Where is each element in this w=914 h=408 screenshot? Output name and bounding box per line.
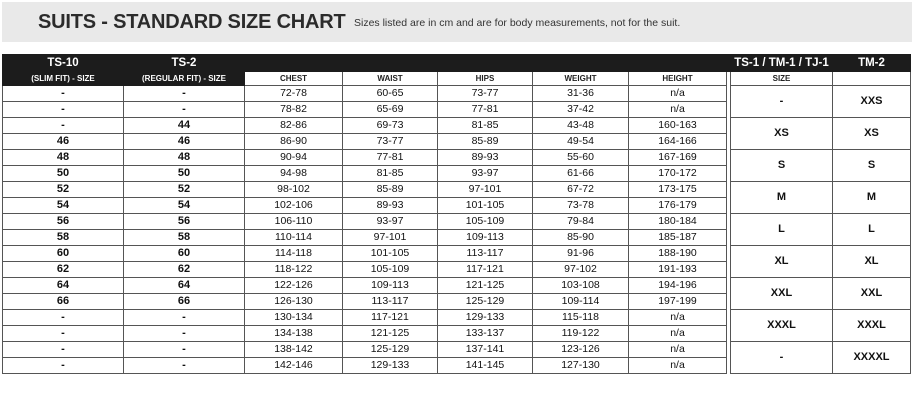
cell-ts10: - [3, 310, 124, 326]
cell-gap [727, 262, 731, 278]
cell-height: 170-172 [629, 166, 727, 182]
cell-chest: 72-78 [245, 86, 343, 102]
cell-hips: 105-109 [438, 214, 533, 230]
subheader-row [3, 72, 911, 86]
cell-ts2: 54 [124, 198, 245, 214]
cell-gap [727, 326, 731, 342]
table-row [3, 246, 911, 262]
cell-waist: 81-85 [343, 166, 438, 182]
sub-ts10: (SLIM FIT) - SIZE [3, 72, 124, 86]
sub-height: HEIGHT [629, 72, 727, 86]
cell-waist: 85-89 [343, 182, 438, 198]
cell-hips: 93-97 [438, 166, 533, 182]
cell-height: 194-196 [629, 278, 727, 294]
cell-chest: 134-138 [245, 326, 343, 342]
cell-weight: 49-54 [533, 134, 629, 150]
page-subtitle: Sizes listed are in cm and are for body measurements, not for the suit. [354, 17, 681, 29]
cell-weight: 127-130 [533, 358, 629, 374]
cell-weight: 43-48 [533, 118, 629, 134]
cell-chest: 106-110 [245, 214, 343, 230]
table-row [3, 342, 911, 358]
cell-gap [727, 230, 731, 246]
table-row [3, 118, 911, 134]
cell-height: n/a [629, 342, 727, 358]
cell-ts10: 50 [3, 166, 124, 182]
cell-tm2-size: L [833, 214, 911, 246]
cell-chest: 78-82 [245, 102, 343, 118]
sub-size: SIZE [731, 72, 833, 86]
page-title: SUITS - STANDARD SIZE CHART [38, 11, 346, 33]
cell-waist: 93-97 [343, 214, 438, 230]
cell-height: 164-166 [629, 134, 727, 150]
cell-ts2: 66 [124, 294, 245, 310]
cell-hips: 109-113 [438, 230, 533, 246]
table-row [3, 214, 911, 230]
cell-height: 160-163 [629, 118, 727, 134]
cell-chest: 82-86 [245, 118, 343, 134]
cell-waist: 121-125 [343, 326, 438, 342]
cell-chest: 122-126 [245, 278, 343, 294]
cell-tm2-size: XXXL [833, 310, 911, 342]
cell-ts2: - [124, 326, 245, 342]
cell-waist: 65-69 [343, 102, 438, 118]
cell-ts1-size: L [731, 214, 833, 246]
cell-height: 176-179 [629, 198, 727, 214]
cell-gap [727, 166, 731, 182]
cell-hips: 85-89 [438, 134, 533, 150]
size-chart-table [2, 54, 911, 374]
cell-height: n/a [629, 86, 727, 102]
cell-ts10: 56 [3, 214, 124, 230]
cell-height: 188-190 [629, 246, 727, 262]
cell-hips: 121-125 [438, 278, 533, 294]
table-row [3, 278, 911, 294]
cell-waist: 129-133 [343, 358, 438, 374]
cell-chest: 118-122 [245, 262, 343, 278]
cell-waist: 105-109 [343, 262, 438, 278]
title-banner [2, 2, 912, 42]
cell-weight: 119-122 [533, 326, 629, 342]
cell-ts2: 58 [124, 230, 245, 246]
cell-height: 191-193 [629, 262, 727, 278]
cell-ts2: 48 [124, 150, 245, 166]
col-tm2: TM-2 [833, 55, 911, 72]
cell-waist: 60-65 [343, 86, 438, 102]
cell-ts2: 50 [124, 166, 245, 182]
cell-ts2: - [124, 86, 245, 102]
cell-waist: 73-77 [343, 134, 438, 150]
cell-waist: 69-73 [343, 118, 438, 134]
col-ts2: TS-2 [124, 55, 245, 72]
cell-chest: 114-118 [245, 246, 343, 262]
cell-tm2-size: XL [833, 246, 911, 278]
cell-ts1-size: - [731, 86, 833, 118]
cell-chest: 110-114 [245, 230, 343, 246]
cell-height: 197-199 [629, 294, 727, 310]
cell-ts10: 54 [3, 198, 124, 214]
cell-hips: 113-117 [438, 246, 533, 262]
cell-ts10: - [3, 358, 124, 374]
cell-waist: 113-117 [343, 294, 438, 310]
cell-ts10: - [3, 326, 124, 342]
cell-hips: 141-145 [438, 358, 533, 374]
table-row [3, 86, 911, 102]
cell-gap [727, 294, 731, 310]
cell-ts2: - [124, 310, 245, 326]
sub-hips: HIPS [438, 72, 533, 86]
sub-tm2 [833, 72, 911, 86]
sub-weight: WEIGHT [533, 72, 629, 86]
sub-waist: WAIST [343, 72, 438, 86]
cell-weight: 61-66 [533, 166, 629, 182]
cell-ts10: 46 [3, 134, 124, 150]
cell-ts2: 64 [124, 278, 245, 294]
cell-weight: 103-108 [533, 278, 629, 294]
cell-hips: 133-137 [438, 326, 533, 342]
cell-height: 167-169 [629, 150, 727, 166]
cell-ts10: 62 [3, 262, 124, 278]
cell-weight: 91-96 [533, 246, 629, 262]
cell-gap [727, 134, 731, 150]
cell-hips: 97-101 [438, 182, 533, 198]
cell-ts2: 60 [124, 246, 245, 262]
cell-ts2: 62 [124, 262, 245, 278]
table-row [3, 182, 911, 198]
cell-waist: 77-81 [343, 150, 438, 166]
cell-ts10: - [3, 102, 124, 118]
cell-weight: 97-102 [533, 262, 629, 278]
cell-weight: 67-72 [533, 182, 629, 198]
cell-ts2: 44 [124, 118, 245, 134]
cell-hips: 77-81 [438, 102, 533, 118]
cell-waist: 109-113 [343, 278, 438, 294]
col-measurements [245, 55, 731, 72]
cell-chest: 130-134 [245, 310, 343, 326]
cell-hips: 101-105 [438, 198, 533, 214]
cell-ts2: 52 [124, 182, 245, 198]
col-ts10: TS-10 [3, 55, 124, 72]
cell-chest: 102-106 [245, 198, 343, 214]
cell-ts10: 58 [3, 230, 124, 246]
cell-ts2: - [124, 358, 245, 374]
cell-height: n/a [629, 358, 727, 374]
cell-ts1-size: XS [731, 118, 833, 150]
cell-weight: 37-42 [533, 102, 629, 118]
cell-ts10: 48 [3, 150, 124, 166]
cell-height: n/a [629, 102, 727, 118]
cell-tm2-size: M [833, 182, 911, 214]
cell-weight: 79-84 [533, 214, 629, 230]
cell-waist: 97-101 [343, 230, 438, 246]
cell-hips: 73-77 [438, 86, 533, 102]
cell-ts2: - [124, 342, 245, 358]
cell-gap [727, 198, 731, 214]
cell-weight: 55-60 [533, 150, 629, 166]
cell-weight: 31-36 [533, 86, 629, 102]
cell-ts10: - [3, 118, 124, 134]
cell-height: n/a [629, 326, 727, 342]
table-row [3, 150, 911, 166]
cell-height: 185-187 [629, 230, 727, 246]
cell-chest: 126-130 [245, 294, 343, 310]
cell-waist: 117-121 [343, 310, 438, 326]
cell-waist: 89-93 [343, 198, 438, 214]
cell-ts2: 56 [124, 214, 245, 230]
cell-chest: 94-98 [245, 166, 343, 182]
cell-hips: 89-93 [438, 150, 533, 166]
cell-hips: 137-141 [438, 342, 533, 358]
cell-hips: 125-129 [438, 294, 533, 310]
cell-chest: 98-102 [245, 182, 343, 198]
cell-weight: 123-126 [533, 342, 629, 358]
cell-ts1-size: XL [731, 246, 833, 278]
cell-height: n/a [629, 310, 727, 326]
sub-ts2: (REGULAR FIT) - SIZE [124, 72, 245, 86]
cell-tm2-size: S [833, 150, 911, 182]
cell-ts1-size: M [731, 182, 833, 214]
column-header-row [3, 55, 911, 72]
cell-hips: 117-121 [438, 262, 533, 278]
cell-ts10: 52 [3, 182, 124, 198]
cell-ts10: - [3, 342, 124, 358]
cell-ts2: 46 [124, 134, 245, 150]
cell-tm2-size: XS [833, 118, 911, 150]
cell-waist: 125-129 [343, 342, 438, 358]
cell-ts10: 64 [3, 278, 124, 294]
cell-ts1-size: S [731, 150, 833, 182]
cell-tm2-size: XXL [833, 278, 911, 310]
cell-waist: 101-105 [343, 246, 438, 262]
cell-gap [727, 358, 731, 374]
cell-chest: 90-94 [245, 150, 343, 166]
table-row [3, 310, 911, 326]
cell-hips: 81-85 [438, 118, 533, 134]
cell-ts1-size: XXXL [731, 310, 833, 342]
cell-weight: 109-114 [533, 294, 629, 310]
sub-chest: CHEST [245, 72, 343, 86]
cell-tm2-size: XXXXL [833, 342, 911, 374]
cell-chest: 138-142 [245, 342, 343, 358]
cell-height: 173-175 [629, 182, 727, 198]
cell-ts1-size: - [731, 342, 833, 374]
cell-gap [727, 102, 731, 118]
cell-ts1-size: XXL [731, 278, 833, 310]
cell-chest: 86-90 [245, 134, 343, 150]
cell-weight: 115-118 [533, 310, 629, 326]
cell-height: 180-184 [629, 214, 727, 230]
cell-tm2-size: XXS [833, 86, 911, 118]
cell-ts10: 60 [3, 246, 124, 262]
col-ts1: TS-1 / TM-1 / TJ-1 [731, 55, 833, 72]
cell-weight: 73-78 [533, 198, 629, 214]
cell-ts10: 66 [3, 294, 124, 310]
cell-ts2: - [124, 102, 245, 118]
cell-ts10: - [3, 86, 124, 102]
cell-weight: 85-90 [533, 230, 629, 246]
cell-hips: 129-133 [438, 310, 533, 326]
cell-chest: 142-146 [245, 358, 343, 374]
